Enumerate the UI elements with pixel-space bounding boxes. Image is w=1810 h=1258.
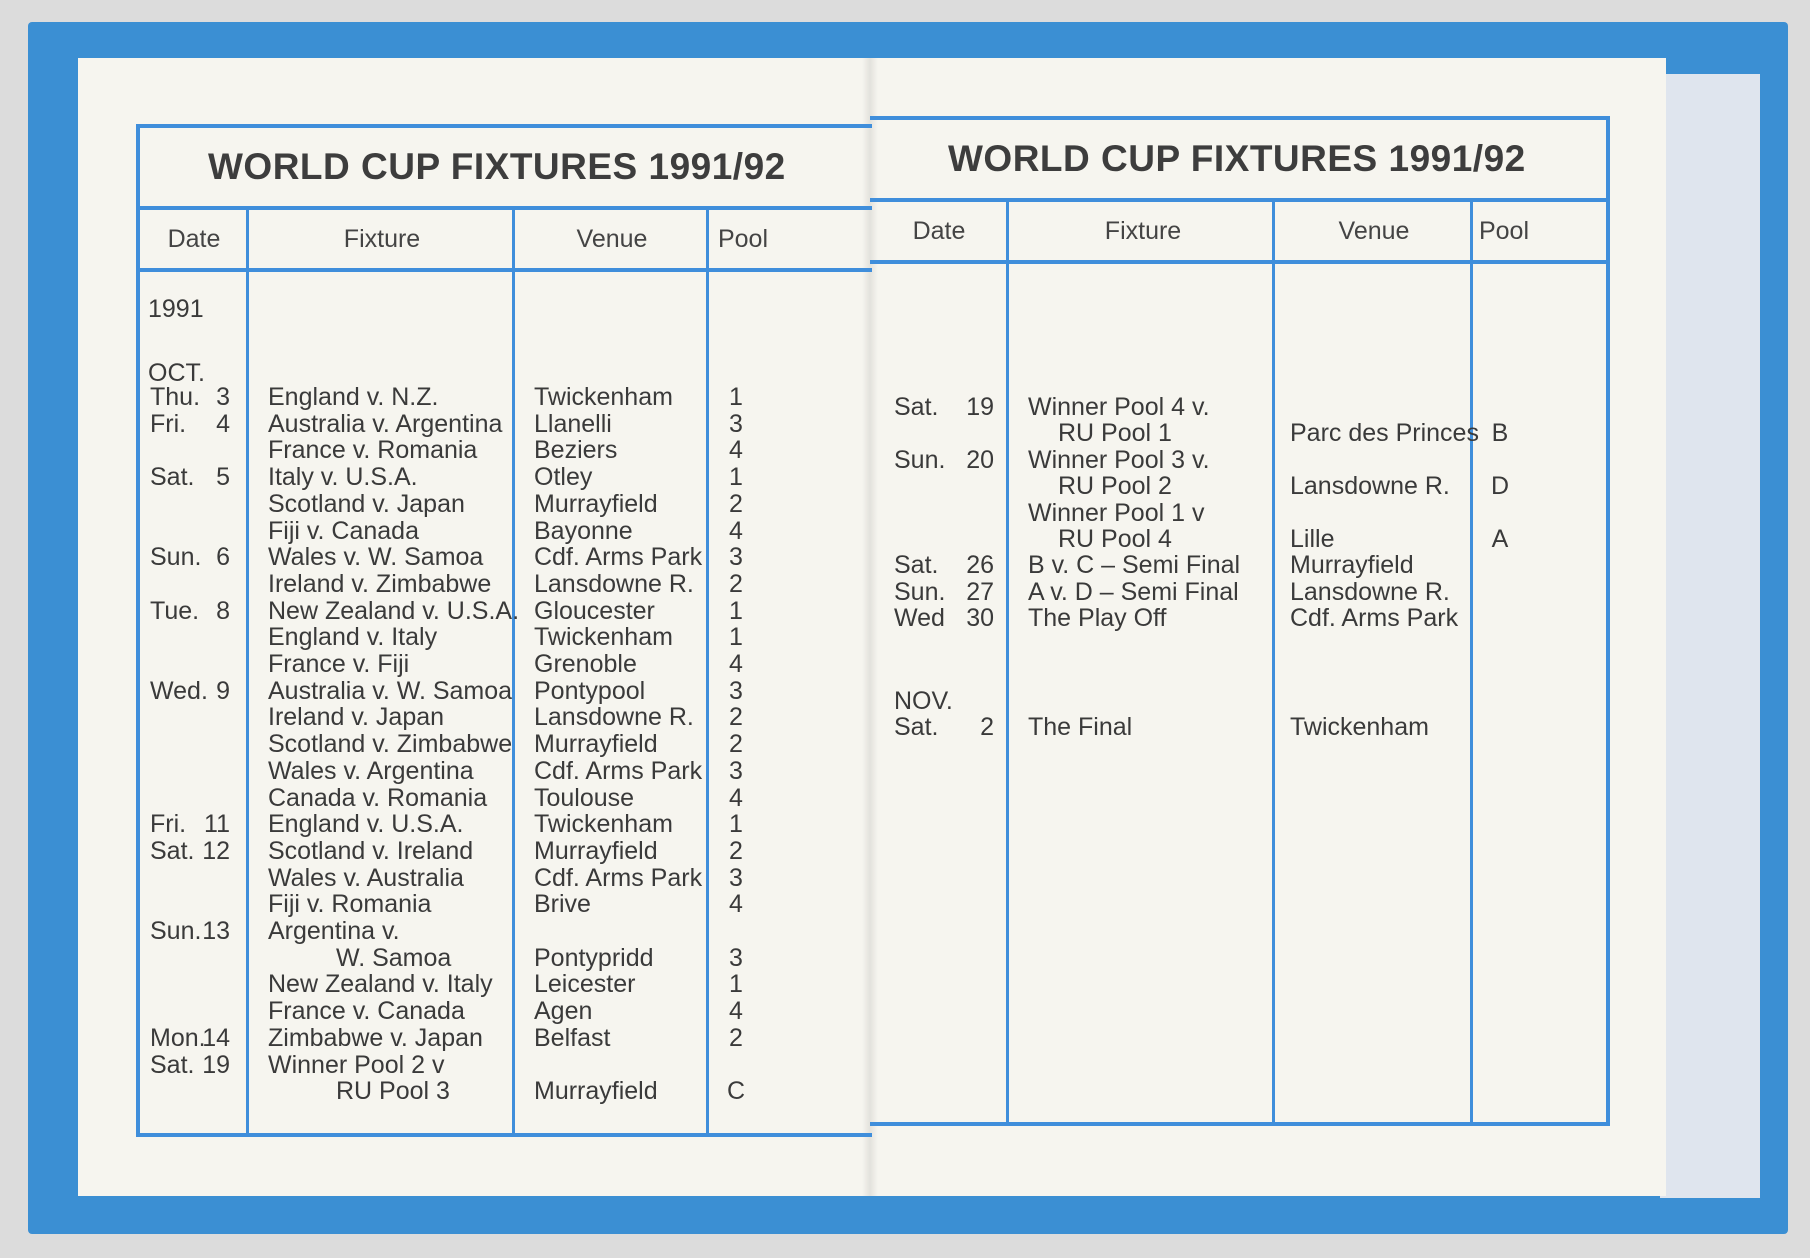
row-pool: 4: [729, 784, 743, 812]
row-day-number: 19: [202, 1051, 230, 1079]
left-table-title: WORLD CUP FIXTURES 1991/92: [140, 128, 872, 210]
row-fixture: England v. U.S.A.: [268, 810, 464, 838]
row-venue: Murrayfield: [534, 837, 658, 865]
row-fixture: Ireland v. Zimbabwe: [268, 570, 492, 598]
left-fixtures-table: [136, 124, 872, 1137]
month-label: NOV.: [894, 687, 953, 715]
row-pool: 3: [729, 757, 743, 785]
row-fixture: Scotland v. Ireland: [268, 837, 474, 865]
row-pool: 1: [729, 810, 743, 838]
row-pool: 2: [729, 570, 743, 598]
row-fixture: Winner Pool 1 v: [1028, 499, 1205, 527]
row-venue: Murrayfield: [534, 1077, 658, 1105]
row-fixture: New Zealand v. Italy: [268, 970, 493, 998]
row-fixture: W. Samoa: [336, 944, 452, 972]
row-day-number: 30: [966, 604, 994, 632]
row-pool: 2: [729, 490, 743, 518]
row-venue: Llanelli: [534, 410, 612, 438]
row-day-number: 5: [216, 463, 230, 491]
row-day-number: 20: [966, 446, 994, 474]
row-venue: Cdf. Arms Park: [1290, 604, 1459, 632]
row-fixture: Ireland v. Japan: [268, 703, 445, 731]
row-venue: Twickenham: [534, 810, 673, 838]
row-pool: 4: [729, 650, 743, 678]
column-divider: [246, 210, 249, 1133]
row-pool: 2: [729, 730, 743, 758]
row-fixture: England v. Italy: [268, 623, 438, 651]
row-weekday: Thu.: [150, 383, 201, 411]
row-venue: Cdf. Arms Park: [534, 864, 703, 892]
row-venue: Parc des Princes: [1290, 419, 1479, 447]
row-pool: 3: [729, 677, 743, 705]
row-fixture: A v. D – Semi Final: [1028, 578, 1239, 606]
row-venue: Agen: [534, 997, 593, 1025]
row-weekday: Tue.: [150, 597, 200, 625]
row-pool: 3: [729, 864, 743, 892]
row-day-number: 12: [202, 837, 230, 865]
year-label: 1991: [148, 295, 204, 323]
row-pool: 4: [729, 517, 743, 545]
row-weekday: Fri.: [150, 410, 187, 438]
row-venue: Lansdowne R.: [1290, 472, 1450, 500]
row-fixture: The Play Off: [1028, 604, 1167, 632]
row-fixture: Wales v. W. Samoa: [268, 543, 484, 571]
row-weekday: Wed.: [150, 677, 208, 705]
row-fixture: France v. Canada: [268, 997, 465, 1025]
row-weekday: Sat.: [150, 837, 195, 865]
row-weekday: Sun.: [894, 578, 946, 606]
row-weekday: Fri.: [150, 810, 187, 838]
row-pool: 1: [729, 970, 743, 998]
row-day-number: 19: [966, 393, 994, 421]
row-fixture: Canada v. Romania: [268, 784, 488, 812]
row-weekday: Sat.: [150, 463, 195, 491]
row-weekday: Sat.: [894, 393, 939, 421]
row-day-number: 2: [980, 713, 994, 741]
row-fixture: New Zealand v. U.S.A.: [268, 597, 520, 625]
row-venue: Cdf. Arms Park: [534, 543, 703, 571]
row-weekday: Sat.: [894, 713, 939, 741]
row-day-number: 9: [216, 677, 230, 705]
row-fixture: Wales v. Australia: [268, 864, 464, 892]
row-day-number: 13: [202, 917, 230, 945]
row-venue: Lansdowne R.: [534, 570, 694, 598]
row-venue: Leicester: [534, 970, 636, 998]
row-pool: A: [1491, 525, 1509, 553]
row-venue: Brive: [534, 890, 591, 918]
row-fixture: Australia v. Argentina: [268, 410, 503, 438]
row-venue: Twickenham: [1290, 713, 1429, 741]
row-pool: B: [1491, 419, 1509, 447]
row-fixture: Wales v. Argentina: [268, 757, 474, 785]
row-weekday: Mon.: [150, 1024, 206, 1052]
row-weekday: Wed: [894, 604, 945, 632]
row-pool: 1: [729, 597, 743, 625]
row-fixture: Scotland v. Zimbabwe: [268, 730, 513, 758]
row-venue: Belfast: [534, 1024, 611, 1052]
row-venue: Beziers: [534, 436, 618, 464]
row-fixture: The Final: [1028, 713, 1133, 741]
row-pool: 4: [729, 436, 743, 464]
row-venue: Bayonne: [534, 517, 633, 545]
month-label: OCT.: [148, 359, 205, 387]
row-fixture: Scotland v. Japan: [268, 490, 465, 518]
row-venue: Cdf. Arms Park: [534, 757, 703, 785]
header-pool: Pool: [1478, 217, 1530, 245]
row-pool: 1: [729, 623, 743, 651]
row-fixture: Winner Pool 4 v.: [1028, 393, 1210, 421]
header-fixture: Fixture: [343, 225, 421, 253]
row-day-number: 6: [216, 543, 230, 571]
row-fixture: Italy v. U.S.A.: [268, 463, 418, 491]
row-day-number: 4: [216, 410, 230, 438]
row-pool: D: [1490, 472, 1510, 500]
row-fixture: Zimbabwe v. Japan: [268, 1024, 483, 1052]
row-venue: Otley: [534, 463, 593, 491]
row-pool: 2: [729, 837, 743, 865]
row-fixture: France v. Fiji: [268, 650, 410, 678]
row-venue: Twickenham: [534, 383, 673, 411]
row-pool: 1: [729, 463, 743, 491]
row-day-number: 26: [966, 551, 994, 579]
row-pool: 3: [729, 543, 743, 571]
header-date: Date: [167, 225, 221, 253]
left-table-header: [140, 210, 872, 272]
column-divider: [1006, 202, 1009, 1122]
header-fixture: Fixture: [1104, 217, 1182, 245]
row-venue: Lansdowne R.: [1290, 578, 1450, 606]
row-venue: Lille: [1290, 525, 1335, 553]
row-venue: Grenoble: [534, 650, 637, 678]
header-venue: Venue: [576, 225, 648, 253]
row-fixture: France v. Romania: [268, 436, 478, 464]
row-fixture: Winner Pool 3 v.: [1028, 446, 1210, 474]
row-fixture: RU Pool 3: [336, 1077, 450, 1105]
row-weekday: Sat.: [150, 1051, 195, 1079]
row-fixture: B v. C – Semi Final: [1028, 551, 1241, 579]
row-pool: 4: [729, 890, 743, 918]
right-table-title: WORLD CUP FIXTURES 1991/92: [870, 120, 1606, 202]
inner-flap: [1660, 74, 1760, 1198]
column-divider: [706, 210, 709, 1133]
row-pool: 2: [729, 703, 743, 731]
row-day-number: 8: [216, 597, 230, 625]
header-venue: Venue: [1338, 217, 1410, 245]
row-fixture: Argentina v.: [268, 917, 400, 945]
row-fixture: RU Pool 1: [1058, 419, 1172, 447]
row-venue: Gloucester: [534, 597, 655, 625]
row-day-number: 27: [966, 578, 994, 606]
row-venue: Lansdowne R.: [534, 703, 694, 731]
row-fixture: Fiji v. Canada: [268, 517, 419, 545]
row-fixture: Fiji v. Romania: [268, 890, 432, 918]
row-pool: C: [726, 1077, 746, 1105]
row-pool: 2: [729, 1024, 743, 1052]
row-weekday: Sat.: [894, 551, 939, 579]
row-fixture: Winner Pool 2 v: [268, 1051, 445, 1079]
row-venue: Murrayfield: [534, 490, 658, 518]
row-fixture: RU Pool 2: [1058, 472, 1172, 500]
row-pool: 4: [729, 997, 743, 1025]
column-divider: [1470, 202, 1473, 1122]
row-pool: 1: [729, 383, 743, 411]
row-day-number: 11: [204, 810, 230, 838]
column-divider: [1272, 202, 1275, 1122]
right-fixtures-table: [870, 116, 1610, 1126]
row-weekday: Sun.: [150, 543, 202, 571]
row-venue: Murrayfield: [1290, 551, 1414, 579]
row-day-number: 14: [202, 1024, 230, 1052]
row-venue: Toulouse: [534, 784, 635, 812]
row-pool: 3: [729, 410, 743, 438]
row-fixture: England v. N.Z.: [268, 383, 439, 411]
column-divider: [512, 210, 515, 1133]
row-weekday: Sun.: [894, 446, 946, 474]
row-fixture: Australia v. W. Samoa: [268, 677, 513, 705]
row-venue: Twickenham: [534, 623, 673, 651]
row-venue: Murrayfield: [534, 730, 658, 758]
row-pool: 3: [729, 944, 743, 972]
right-table-header: [870, 202, 1606, 264]
header-pool: Pool: [717, 225, 769, 253]
row-venue: Pontypridd: [534, 944, 654, 972]
header-date: Date: [912, 217, 966, 245]
row-venue: Pontypool: [534, 677, 646, 705]
row-fixture: RU Pool 4: [1058, 525, 1172, 553]
row-weekday: Sun.: [150, 917, 202, 945]
row-day-number: 3: [216, 383, 230, 411]
